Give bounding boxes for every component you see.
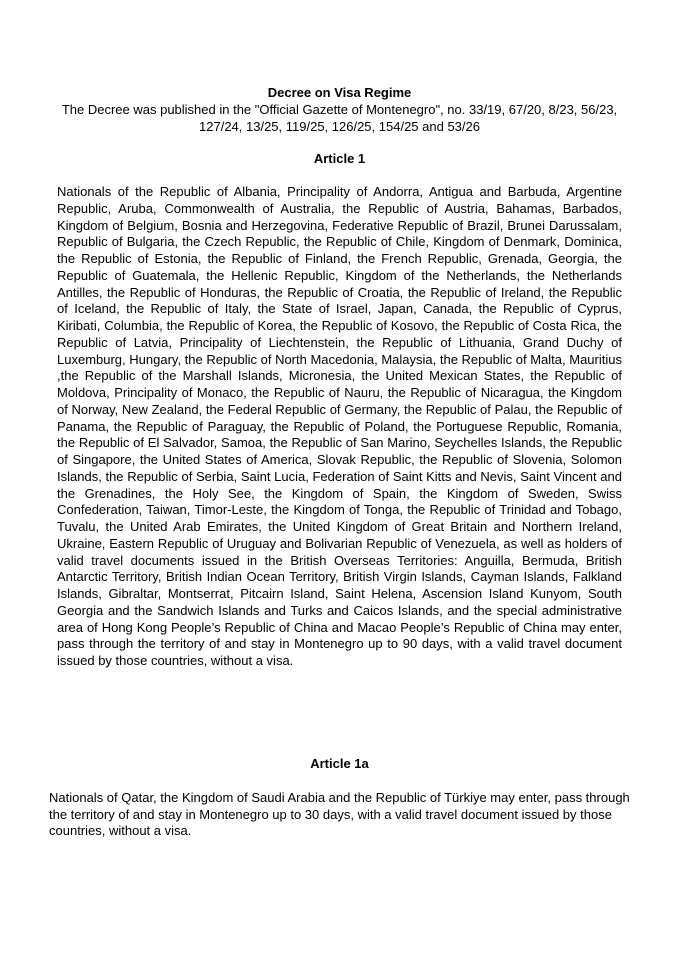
document-title: Decree on Visa Regime [267,85,412,100]
publication-note: The Decree was published in the "Official Gazette of Montenegro", no. 33/19, 67/20, 8/23, 56/23, 127/24, 13/25, 119/25, 126/25, 154/25 and 53/26 [61,102,618,134]
article-1a-heading: Article 1a [310,756,369,771]
article-1-heading: Article 1 [313,151,366,166]
article-1-body: Nationals of the Republic of Albania, Principality of Andorra, Antigua and Barbuda, Argentine Republic, Aruba, Commonwealth of Australia, the Republic of Austria, Bahamas, Barbados, Kingdom of Belgium, Bosnia and Herzegovina, Federative Republic of Brazil, Brunei Darussalam, Republic of Bulgaria, the Czech Republic, the Republic of Chile, Kingdom of Denmark, Dominica, the Republic of Estonia, the Republic of Finland, the French Republic, Grenada, Georgia, the Republic of Guatemala, the Hellenic Republic, Kingdom of the Netherlands, the Netherlands Antilles, the Republic of Honduras, the Republic of Croatia, the Republic of Ireland, the Republic of Iceland, the Republic of Italy, the State of Israel, Japan, Canada, the Republic of Cyprus, Kiribati, Columbia, the Republic of Korea, the Republic of Kosovo, the Republic of Costa Rica, the Republic of Latvia, Principality of Liechtenstein, the Republic of Lithuania, Grand Duchy of Luxemburg, Hungary, the Republic of North Macedonia, Malaysia, the Republic of Malta, Mauritius ,the Republic of the Marshall Islands, Micronesia, the United Mexican States, the Republic of Moldova, Principality of Monaco, the Republic of Nauru, the Republic of Nicaragua, the Kingdom of Norway, New Zealand, the Federal Republic of Germany, the Republic of Palau, the Republic of Panama, the Republic of Paraguay, the Republic of Poland, the Portuguese Republic, Romania, the Republic of El Salvador, Samoa, the Republic of San Marino, Seychelles Islands, the Republic of Singapore, the United States of America, Slovak Republic, the Republic of Slovenia, Solomon Islands, the Republic of Serbia, Saint Lucia, Federation of Saint Kitts and Nevis, Saint Vincent and the Grenadines, the Holy See, the Kingdom of Spain, the Kingdom of Sweden, Swiss Confederation, Taiwan, Timor-Leste, the Kingdom of Tonga, the Republic of Trinidad and Tobago, Tuvalu, the United Arab Emirates, the United Kingdom of Great Britain and Northern Ireland, Ukraine, Eastern Republic of Uruguay and Bolivarian Republic of Venezuela, as well as holders of valid travel documents issued in the British Overseas Territories: Anguilla, Bermuda, British Antarctic Territory, British Indian Ocean Territory, British Virgin Islands, Cayman Islands, Falkland Islands, Gibraltar, Montserrat, Pitcairn Island, Saint Helena, Ascension Island Kunyom, South Georgia and the Sandwich Islands and Turks and Caicos Islands, and the special administrative area of Hong Kong People’s Republic of China and Macao People’s Republic of China may enter, pass through the territory of and stay in Montenegro up to 90 days, with a valid travel document issued by those countries, without a visa. [57,184,622,668]
article-1a-body: Nationals of Qatar, the Kingdom of Saudi Arabia and the Republic of Türkiye may enter, pass through the territory of and stay in Montenegro up to 30 days, with a valid travel document issued by those countries, without a visa. [49,790,630,838]
